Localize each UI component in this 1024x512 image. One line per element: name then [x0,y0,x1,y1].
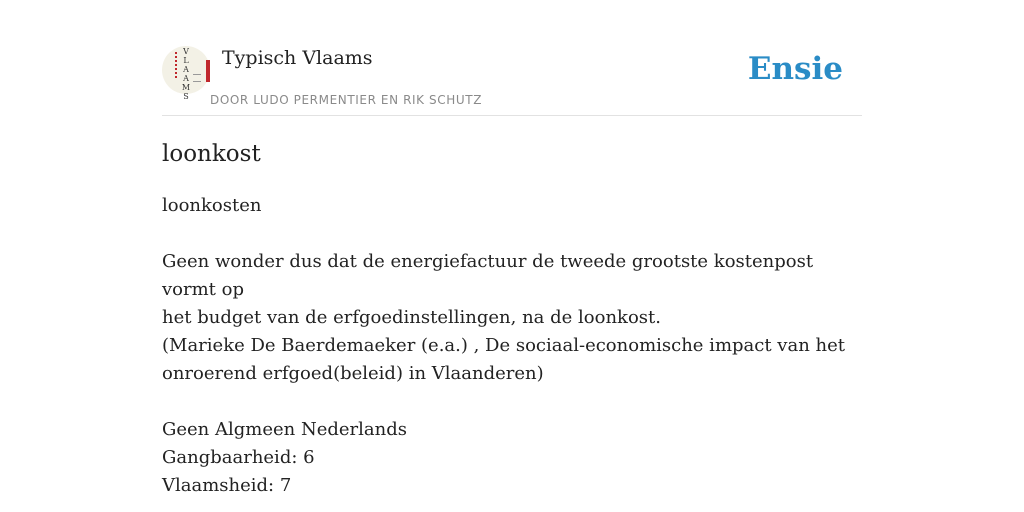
source-line: (Marieke De Baerdemaeker (e.a.) , De sociaal-economische impact van het [162,335,845,356]
spacer [162,220,862,248]
avatar-decoration [175,52,179,78]
avatar-decoration-lines [193,74,201,82]
blog-name-link[interactable]: Typisch Vlaams [222,47,373,69]
gangbaarheid-rating: Gangbaarheid: 6 [162,447,315,468]
example-sentence-line: Geen wonder dus dat de energiefactuur de tweede grootste kostenpost vormt op [162,251,814,300]
source-line: onroerend erfgoed(beleid) in Vlaanderen) [162,363,544,384]
blog-avatar[interactable] [162,46,210,101]
entry-note: Geen Algmeen Nederlands [162,419,407,440]
site-header [162,46,862,116]
avatar-edge [206,60,210,82]
entry-title: loonkost [162,141,261,167]
entry-content [162,192,862,500]
brand-logo-link[interactable]: Ensie [747,51,843,87]
entry-variant: loonkosten [162,195,262,216]
example-sentence-line: het budget van de erfgoedinstellingen, na de loonkost. [162,307,661,328]
spacer [162,388,862,416]
byline: DOOR LUDO PERMENTIER EN RIK SCHUTZ [210,93,483,107]
vlaamsheid-rating: Vlaamsheid: 7 [162,475,292,496]
avatar-lettering: V L A A M S [181,47,191,101]
